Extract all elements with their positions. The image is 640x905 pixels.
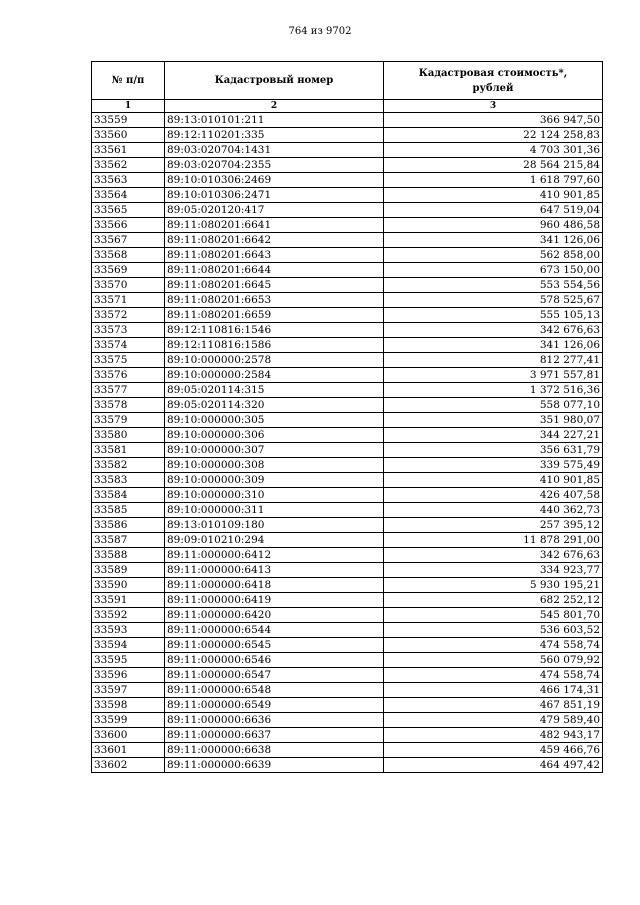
row-number: 33573: [92, 323, 165, 338]
row-number: 33560: [92, 128, 165, 143]
cadastral-value: 341 126,06: [384, 233, 603, 248]
row-number: 33590: [92, 578, 165, 593]
row-number: 33561: [92, 143, 165, 158]
table-row: [92, 413, 603, 428]
cadastral-value: 555 105,13: [384, 308, 603, 323]
cadastral-number: 89:09:010210:294: [165, 533, 384, 548]
cadastral-number: 89:11:080201:6644: [165, 263, 384, 278]
cadastral-value: 560 079,92: [384, 653, 603, 668]
cadastral-value: 647 519,04: [384, 203, 603, 218]
cadastral-number: 89:13:010109:180: [165, 518, 384, 533]
row-number: 33559: [92, 113, 165, 128]
cadastral-number: 89:10:000000:309: [165, 473, 384, 488]
cadastral-number: 89:10:000000:307: [165, 443, 384, 458]
table-row: [92, 203, 603, 218]
cadastral-value: 474 558,74: [384, 638, 603, 653]
cadastral-number: 89:11:000000:6545: [165, 638, 384, 653]
cadastral-value: 366 947,50: [384, 113, 603, 128]
row-number: 33579: [92, 413, 165, 428]
row-number: 33601: [92, 743, 165, 758]
cadastral-value: 1 618 797,60: [384, 173, 603, 188]
cadastral-value: 344 227,21: [384, 428, 603, 443]
cadastral-value: 440 362,73: [384, 503, 603, 518]
table-row: [92, 383, 603, 398]
cadastral-number: 89:11:080201:6653: [165, 293, 384, 308]
cadastral-number: 89:11:080201:6643: [165, 248, 384, 263]
cadastral-number: 89:05:020114:315: [165, 383, 384, 398]
cadastral-number: 89:05:020120:417: [165, 203, 384, 218]
cadastral-value: 4 703 301,36: [384, 143, 603, 158]
row-number: 33582: [92, 458, 165, 473]
row-number: 33588: [92, 548, 165, 563]
row-number: 33580: [92, 428, 165, 443]
table-row: [92, 128, 603, 143]
table-row: [92, 653, 603, 668]
table-row: [92, 503, 603, 518]
table-row: [92, 473, 603, 488]
cadastral-value: 28 564 215,84: [384, 158, 603, 173]
cadastral-value: 22 124 258,83: [384, 128, 603, 143]
table-row: [92, 443, 603, 458]
table-row: [92, 698, 603, 713]
cadastral-value: 673 150,00: [384, 263, 603, 278]
cadastral-value: 426 407,58: [384, 488, 603, 503]
row-number: 33594: [92, 638, 165, 653]
table-row: [92, 683, 603, 698]
row-number: 33562: [92, 158, 165, 173]
cadastral-number: 89:10:010306:2469: [165, 173, 384, 188]
table-row: [92, 263, 603, 278]
cadastral-number: 89:11:000000:6636: [165, 713, 384, 728]
cadastral-value: 545 801,70: [384, 608, 603, 623]
table-row: [92, 668, 603, 683]
cadastral-value: 342 676,63: [384, 548, 603, 563]
cadastral-number: 89:10:000000:311: [165, 503, 384, 518]
cadastral-value: 562 858,00: [384, 248, 603, 263]
row-number: 33596: [92, 668, 165, 683]
table-row: [92, 428, 603, 443]
table-row: [92, 278, 603, 293]
cadastral-number: 89:11:000000:6420: [165, 608, 384, 623]
cadastral-number: 89:11:080201:6659: [165, 308, 384, 323]
cadastral-value: 257 395,12: [384, 518, 603, 533]
cadastral-value: 410 901,85: [384, 473, 603, 488]
row-number: 33571: [92, 293, 165, 308]
row-number: 33568: [92, 248, 165, 263]
row-number: 33569: [92, 263, 165, 278]
row-number: 33589: [92, 563, 165, 578]
table-row: [92, 233, 603, 248]
cadastral-value: 5 930 195,21: [384, 578, 603, 593]
table-row: [92, 293, 603, 308]
cadastral-number: 89:11:000000:6413: [165, 563, 384, 578]
table-row: [92, 323, 603, 338]
table-row: [92, 248, 603, 263]
table-row: [92, 563, 603, 578]
cadastral-number: 89:11:080201:6645: [165, 278, 384, 293]
cadastral-number: 89:05:020114:320: [165, 398, 384, 413]
table-header: [92, 62, 603, 113]
cadastral-value: 341 126,06: [384, 338, 603, 353]
cadastral-number: 89:11:000000:6637: [165, 728, 384, 743]
cadastral-number: 89:11:000000:6412: [165, 548, 384, 563]
cadastral-value: 342 676,63: [384, 323, 603, 338]
row-number: 33602: [92, 758, 165, 773]
table-row: [92, 188, 603, 203]
table-row: [92, 623, 603, 638]
table-row: [92, 548, 603, 563]
cadastral-number: 89:11:080201:6642: [165, 233, 384, 248]
table-row: [92, 368, 603, 383]
table-row: [92, 758, 603, 773]
cadastral-number: 89:10:000000:2578: [165, 353, 384, 368]
column-number-row: [92, 100, 603, 113]
column-number-1: 1: [92, 100, 165, 113]
table-row: [92, 728, 603, 743]
cadastral-number: 89:11:000000:6548: [165, 683, 384, 698]
cadastral-value: 812 277,41: [384, 353, 603, 368]
table-row: [92, 173, 603, 188]
cadastral-number: 89:12:110201:335: [165, 128, 384, 143]
row-number: 33597: [92, 683, 165, 698]
cadastral-number: 89:11:000000:6639: [165, 758, 384, 773]
cadastral-value: 356 631,79: [384, 443, 603, 458]
row-number: 33587: [92, 533, 165, 548]
row-number: 33593: [92, 623, 165, 638]
table-row: [92, 398, 603, 413]
cadastral-value: 467 851,19: [384, 698, 603, 713]
row-number: 33586: [92, 518, 165, 533]
table-row: [92, 218, 603, 233]
row-number: 33576: [92, 368, 165, 383]
table-row: [92, 458, 603, 473]
cadastral-number: 89:10:000000:310: [165, 488, 384, 503]
table-row: [92, 578, 603, 593]
column-header-cadastral-value: Кадастровая стоимость*, рублей: [384, 62, 603, 100]
cadastral-number: 89:12:110816:1586: [165, 338, 384, 353]
row-number: 33577: [92, 383, 165, 398]
cadastral-value: 466 174,31: [384, 683, 603, 698]
row-number: 33565: [92, 203, 165, 218]
column-header-cadastral-number: Кадастровый номер: [165, 62, 384, 100]
table-row: [92, 743, 603, 758]
cadastral-value: 682 252,12: [384, 593, 603, 608]
row-number: 33574: [92, 338, 165, 353]
column-number-3: 3: [384, 100, 603, 113]
cadastral-value: 578 525,67: [384, 293, 603, 308]
cadastral-number: 89:03:020704:2355: [165, 158, 384, 173]
column-header-number: № п/п: [92, 62, 165, 100]
row-number: 33595: [92, 653, 165, 668]
row-number: 33591: [92, 593, 165, 608]
row-number: 33599: [92, 713, 165, 728]
row-number: 33592: [92, 608, 165, 623]
cadastral-number: 89:10:000000:308: [165, 458, 384, 473]
row-number: 33581: [92, 443, 165, 458]
cadastral-value: 334 923,77: [384, 563, 603, 578]
row-number: 33584: [92, 488, 165, 503]
table-row: [92, 593, 603, 608]
table-row: [92, 353, 603, 368]
cadastral-number: 89:10:000000:306: [165, 428, 384, 443]
row-number: 33583: [92, 473, 165, 488]
cadastral-value: 410 901,85: [384, 188, 603, 203]
row-number: 33570: [92, 278, 165, 293]
cadastral-value: 3 971 557,81: [384, 368, 603, 383]
table-row: [92, 518, 603, 533]
cadastral-number: 89:11:080201:6641: [165, 218, 384, 233]
row-number: 33575: [92, 353, 165, 368]
row-number: 33598: [92, 698, 165, 713]
cadastral-number: 89:11:000000:6544: [165, 623, 384, 638]
cadastral-number: 89:12:110816:1546: [165, 323, 384, 338]
cadastral-value: 464 497,42: [384, 758, 603, 773]
table-row: [92, 638, 603, 653]
cadastral-value: 558 077,10: [384, 398, 603, 413]
row-number: 33566: [92, 218, 165, 233]
cadastral-value: 474 558,74: [384, 668, 603, 683]
cadastral-number: 89:11:000000:6418: [165, 578, 384, 593]
table-row: [92, 488, 603, 503]
row-number: 33578: [92, 398, 165, 413]
table-row: [92, 308, 603, 323]
cadastral-number: 89:11:000000:6549: [165, 698, 384, 713]
cadastral-value: 536 603,52: [384, 623, 603, 638]
cadastral-number: 89:11:000000:6547: [165, 668, 384, 683]
cadastral-value: 351 980,07: [384, 413, 603, 428]
table-row: [92, 113, 603, 128]
table-body: [92, 113, 603, 773]
row-number: 33567: [92, 233, 165, 248]
cadastral-number: 89:11:000000:6419: [165, 593, 384, 608]
cadastral-value: 960 486,58: [384, 218, 603, 233]
table-row: [92, 533, 603, 548]
page-number-header: 764 из 9702: [288, 26, 352, 37]
cadastral-number: 89:11:000000:6546: [165, 653, 384, 668]
cadastral-value: 11 878 291,00: [384, 533, 603, 548]
cadastral-number: 89:11:000000:6638: [165, 743, 384, 758]
cadastral-value: 1 372 516,36: [384, 383, 603, 398]
cadastral-number: 89:10:010306:2471: [165, 188, 384, 203]
row-number: 33585: [92, 503, 165, 518]
cadastral-value: 479 589,40: [384, 713, 603, 728]
cadastral-value: 482 943,17: [384, 728, 603, 743]
cadastral-value: 553 554,56: [384, 278, 603, 293]
cadastral-value: 339 575,49: [384, 458, 603, 473]
table-row: [92, 338, 603, 353]
row-number: 33572: [92, 308, 165, 323]
cadastral-number: 89:10:000000:305: [165, 413, 384, 428]
table-row: [92, 143, 603, 158]
cadastral-value: 459 466,76: [384, 743, 603, 758]
cadastral-value-table: [91, 61, 603, 773]
row-number: 33563: [92, 173, 165, 188]
table-row: [92, 158, 603, 173]
column-number-2: 2: [165, 100, 384, 113]
cadastral-number: 89:13:010101:211: [165, 113, 384, 128]
cadastral-number: 89:03:020704:1431: [165, 143, 384, 158]
cadastral-number: 89:10:000000:2584: [165, 368, 384, 383]
table-row: [92, 608, 603, 623]
row-number: 33564: [92, 188, 165, 203]
table-row: [92, 713, 603, 728]
row-number: 33600: [92, 728, 165, 743]
